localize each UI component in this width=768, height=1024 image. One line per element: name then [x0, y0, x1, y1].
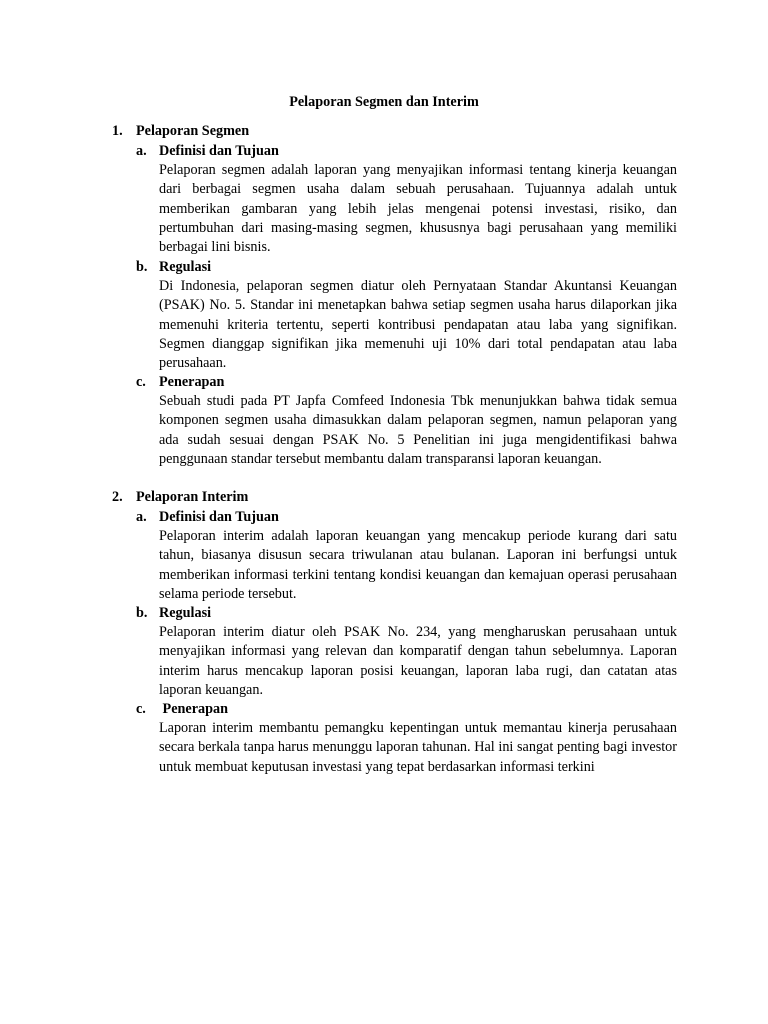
subsection-paragraph: Pelaporan interim adalah laporan keuangan yang mencakup periode kurang dari satu tahun, biasanya disusun secara triwulanan atau bulanan. Laporan ini berfungsi untuk memberikan informasi terkini tentang kondisi keuangan dan kemajuan operasi perusahaan selama periode tersebut.	[159, 528, 677, 602]
subsection-letter: a.	[136, 509, 147, 525]
subsection-heading: Regulasi	[159, 605, 212, 621]
subsection-paragraph: Pelaporan interim diatur oleh PSAK No. 234, yang mengharuskan perusahaan untuk menyajikan informasi yang relevan dan komparatif dengan tahun sebelumnya. Laporan interim harus mencakup laporan posisi keuangan, laporan laba rugi, dan catatan atas laporan keuangan.	[159, 624, 677, 698]
subsection-heading: Definisi dan Tujuan	[159, 509, 279, 525]
subsection-paragraph: Pelaporan segmen adalah laporan yang menyajikan informasi tentang kinerja keuangan dari berbagai segmen usaha dalam sebuah perusahaan. Tujuannya adalah untuk memberikan gambaran yang lebih jelas mengenai potensi investasi, risiko, dan pertumbuhan dari masing-masing segmen, khususnya bagi perusahaan yang memiliki berbagai lini bisnis.	[159, 162, 677, 256]
section-heading: Pelaporan Segmen	[136, 123, 250, 139]
subsection-heading: Definisi dan Tujuan	[159, 143, 279, 159]
subsection-paragraph: Laporan interim membantu pemangku kepentingan untuk memantau kinerja perusahaan secara berkala tanpa harus menunggu laporan tahunan. Hal ini sangat penting bagi investor untuk membuat keputusan investasi yang tepat berdasarkan informasi terkini	[159, 720, 677, 775]
document-title: Pelaporan Segmen dan Interim	[289, 94, 479, 110]
subsection-paragraph: Di Indonesia, pelaporan segmen diatur oleh Pernyataan Standar Akuntansi Keuangan (PSAK) No. 5. Standar ini menetapkan bahwa setiap segmen usaha harus dilaporkan jika memenuhi kriteria tertentu, seperti kontribusi pendapatan atau laba yang signifikan. Segmen dianggap signifikan jika memenuhi uji 10% dari total pendapatan atau laba perusahaan.	[159, 278, 677, 372]
subsection-letter: b.	[136, 259, 148, 275]
section-number: 1.	[112, 123, 123, 139]
subsection-heading: Penerapan	[159, 374, 225, 390]
subsection-letter: b.	[136, 605, 148, 621]
subsection-letter: c.	[136, 701, 146, 717]
section-heading: Pelaporan Interim	[136, 489, 249, 505]
subsection-letter: a.	[136, 143, 147, 159]
subsection-heading: Penerapan	[159, 701, 228, 717]
section-number: 2.	[112, 489, 123, 505]
subsection-heading: Regulasi	[159, 259, 212, 275]
subsection-paragraph: Sebuah studi pada PT Japfa Comfeed Indonesia Tbk menunjukkan bahwa tidak semua komponen segmen usaha dimasukkan dalam pelaporan segmen, namun pelaporan yang ada sudah sesuai dengan PSAK No. 5 Penelitian ini juga mengidentifikasi bahwa penggunaan standar tersebut membantu dalam transparansi laporan keuangan.	[159, 393, 677, 467]
subsection-letter: c.	[136, 374, 146, 390]
